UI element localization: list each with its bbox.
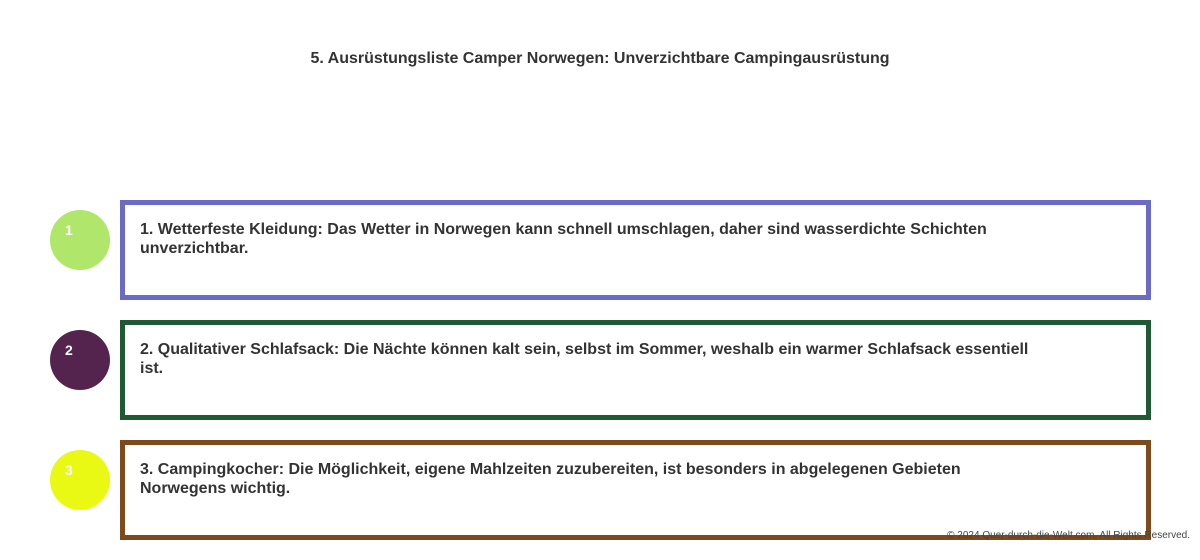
copyright-footer: © 2024 Quer-durch-die-Welt.com. All Rights Reserved. — [947, 530, 1190, 541]
number-circle-1 — [50, 210, 110, 270]
text-box-2 — [120, 320, 1151, 420]
list-item-1 — [0, 200, 1200, 300]
item-text-2: 2. Qualitativer Schlafsack: Die Nächte können kalt sein, selbst im Sommer, weshalb ein warmer Schlafsack essentiell ist. — [140, 341, 1029, 377]
number-circle-2 — [50, 330, 110, 390]
text-box-3 — [120, 440, 1151, 540]
diagram-title: 5. Ausrüstungsliste Camper Norwegen: Unverzichtbare Campingausrüstung — [310, 50, 890, 67]
text-box-1 — [120, 200, 1151, 300]
number-label-2: 2 — [65, 342, 73, 358]
item-text-1: 1. Wetterfeste Kleidung: Das Wetter in Norwegen kann schnell umschlagen, daher sind wasserdichte Schichten unverzichtbar. — [140, 221, 987, 257]
number-label-1: 1 — [65, 222, 73, 238]
list-item-3 — [0, 440, 1200, 540]
number-circle-3 — [50, 450, 110, 510]
number-label-3: 3 — [65, 462, 73, 478]
item-text-3: 3. Campingkocher: Die Möglichkeit, eigene Mahlzeiten zuzubereiten, ist besonders in abgelegenen Gebieten Norwegens wichtig. — [140, 461, 961, 497]
list-item-2 — [0, 320, 1200, 420]
